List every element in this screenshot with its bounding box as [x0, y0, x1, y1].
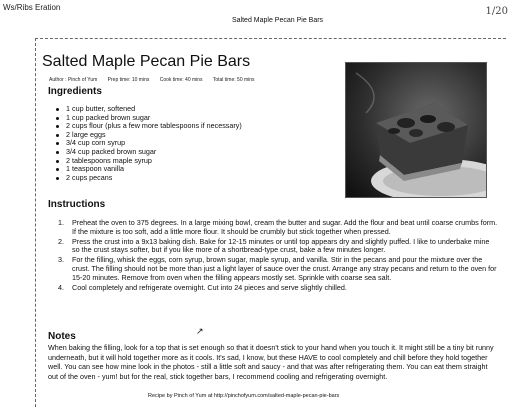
print-header-title: Salted Maple Pecan Pie Bars: [232, 17, 324, 24]
ingredient-item: 2 large eggs: [56, 131, 242, 140]
step-number: 2.: [58, 236, 64, 246]
ingredient-item: 2 tablespoons maple syrup: [56, 157, 242, 166]
recipe-photo: [345, 62, 487, 198]
arrow-mark-icon: ↗: [196, 326, 204, 336]
ingredient-item: 2 cups flour (plus a few more tablespoons if necessary): [56, 122, 242, 131]
ingredient-item: 1 teaspoon vanilla: [56, 165, 242, 174]
step-number: 4.: [58, 282, 64, 292]
notes-heading: Notes: [48, 331, 76, 342]
instruction-step: [58, 238, 498, 256]
instruction-step: [58, 219, 498, 237]
step-number: 3.: [58, 255, 64, 265]
ingredient-item: 3/4 cup corn syrup: [56, 139, 242, 148]
ingredient-item: 1 cup butter, softened: [56, 105, 242, 114]
step-text: Cool completely and refrigerate overnight. Cut into 24 pieces and serve slightly chilled.: [72, 282, 347, 292]
step-text: Preheat the oven to 375 degrees. In a large mixing bowl, cream the butter and sugar. Add the flour and beat until coarse crumbs form. If the mixture is too soft, add a little more flour. It should be crumbly but stick together when pressed.: [72, 218, 498, 236]
recipe-author: Author : Pinch of Yum: [49, 77, 98, 83]
ingredient-item: 3/4 cup packed brown sugar: [56, 148, 242, 157]
notes-text: When baking the filling, look for a top that is set enough so that it doesn't stick to your hand when you touch it. It might still be a tiny bit runny underneath, but it will hold together more as it cools. It's sad, I know, but these HAVE to cool completely and chill before they hold together well. You can see how mine look in the photos - still a little soft and saucy - and that was after refrigerating them. You can eat them straight out of the oven - yum! but for the real, stick together bars, I recommend cooling and refrigerating overnight.: [48, 343, 494, 381]
prep-time: Prep time: 10 mins: [107, 77, 150, 83]
print-header-page-mark: 1/20: [485, 6, 508, 17]
instructions-heading: Instructions: [48, 199, 106, 210]
ingredient-item: 2 cups pecans: [56, 174, 242, 183]
print-header-left: Ws/Ribs Eration: [3, 3, 61, 12]
cook-time: Cook time: 40 mins: [159, 77, 203, 83]
step-text: For the filling, whisk the eggs, corn syrup, brown sugar, maple syrup, and vanilla. Stir in the pecans and pour the mixture over the crust. The filling should not be more than just a light layer of sauce over the crust. Arrange any stray pecans and return to the oven for 15-20 minutes. Remove from oven when the filling appears mostly set. Sprinkle with coarse sea salt.: [72, 255, 497, 282]
recipe-source-footer: Recipe by Pinch of Yum at http://pinchofyum.com/salted-maple-pecan-pie-bars: [148, 393, 340, 399]
instruction-step: [58, 284, 498, 293]
ingredients-heading: Ingredients: [48, 86, 102, 97]
ingredients-list: [56, 105, 242, 182]
total-time: Total time: 50 mins: [212, 77, 255, 83]
ingredient-item: 1 cup packed brown sugar: [56, 114, 242, 123]
instructions-list: [58, 219, 498, 293]
pie-bars-photo-image: [346, 63, 486, 197]
recipe-title: Salted Maple Pecan Pie Bars: [42, 53, 251, 70]
step-number: 1.: [58, 218, 64, 227]
instruction-step: [58, 256, 498, 282]
step-text: Press the crust into a 9x13 baking dish. Bake for 12-15 minutes or until top appears dry and slightly puffed. I like to underbake mine so the crust stays softer, but if you like more of a shortbread-type crust, bake a few minutes longer.: [72, 236, 490, 255]
recipe-meta: [49, 77, 264, 83]
